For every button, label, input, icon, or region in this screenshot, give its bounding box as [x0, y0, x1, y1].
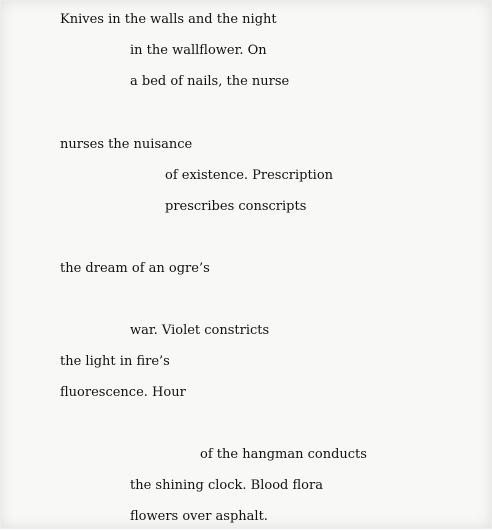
poem-line: of the hangman conducts	[200, 447, 367, 462]
poem-line: war. Violet constricts	[130, 323, 270, 338]
poem-line: flowers over asphalt.	[130, 509, 268, 524]
poem-line: a bed of nails, the nurse	[130, 74, 290, 89]
poem-line: of existence. Prescription	[165, 168, 334, 183]
poem-line: fluorescence. Hour	[60, 385, 186, 400]
poem-line: the dream of an ogre’s	[60, 261, 210, 276]
poem-text	[1, 1, 492, 530]
poem-line: nurses the nuisance	[60, 137, 193, 152]
poem-line: in the wallflower. On	[130, 43, 267, 58]
poem-line: Knives in the walls and the night	[60, 12, 277, 27]
poem-line: the light in fire’s	[60, 354, 170, 369]
poem-line: prescribes conscripts	[165, 199, 307, 214]
poem-line: the shining clock. Blood flora	[130, 478, 323, 493]
